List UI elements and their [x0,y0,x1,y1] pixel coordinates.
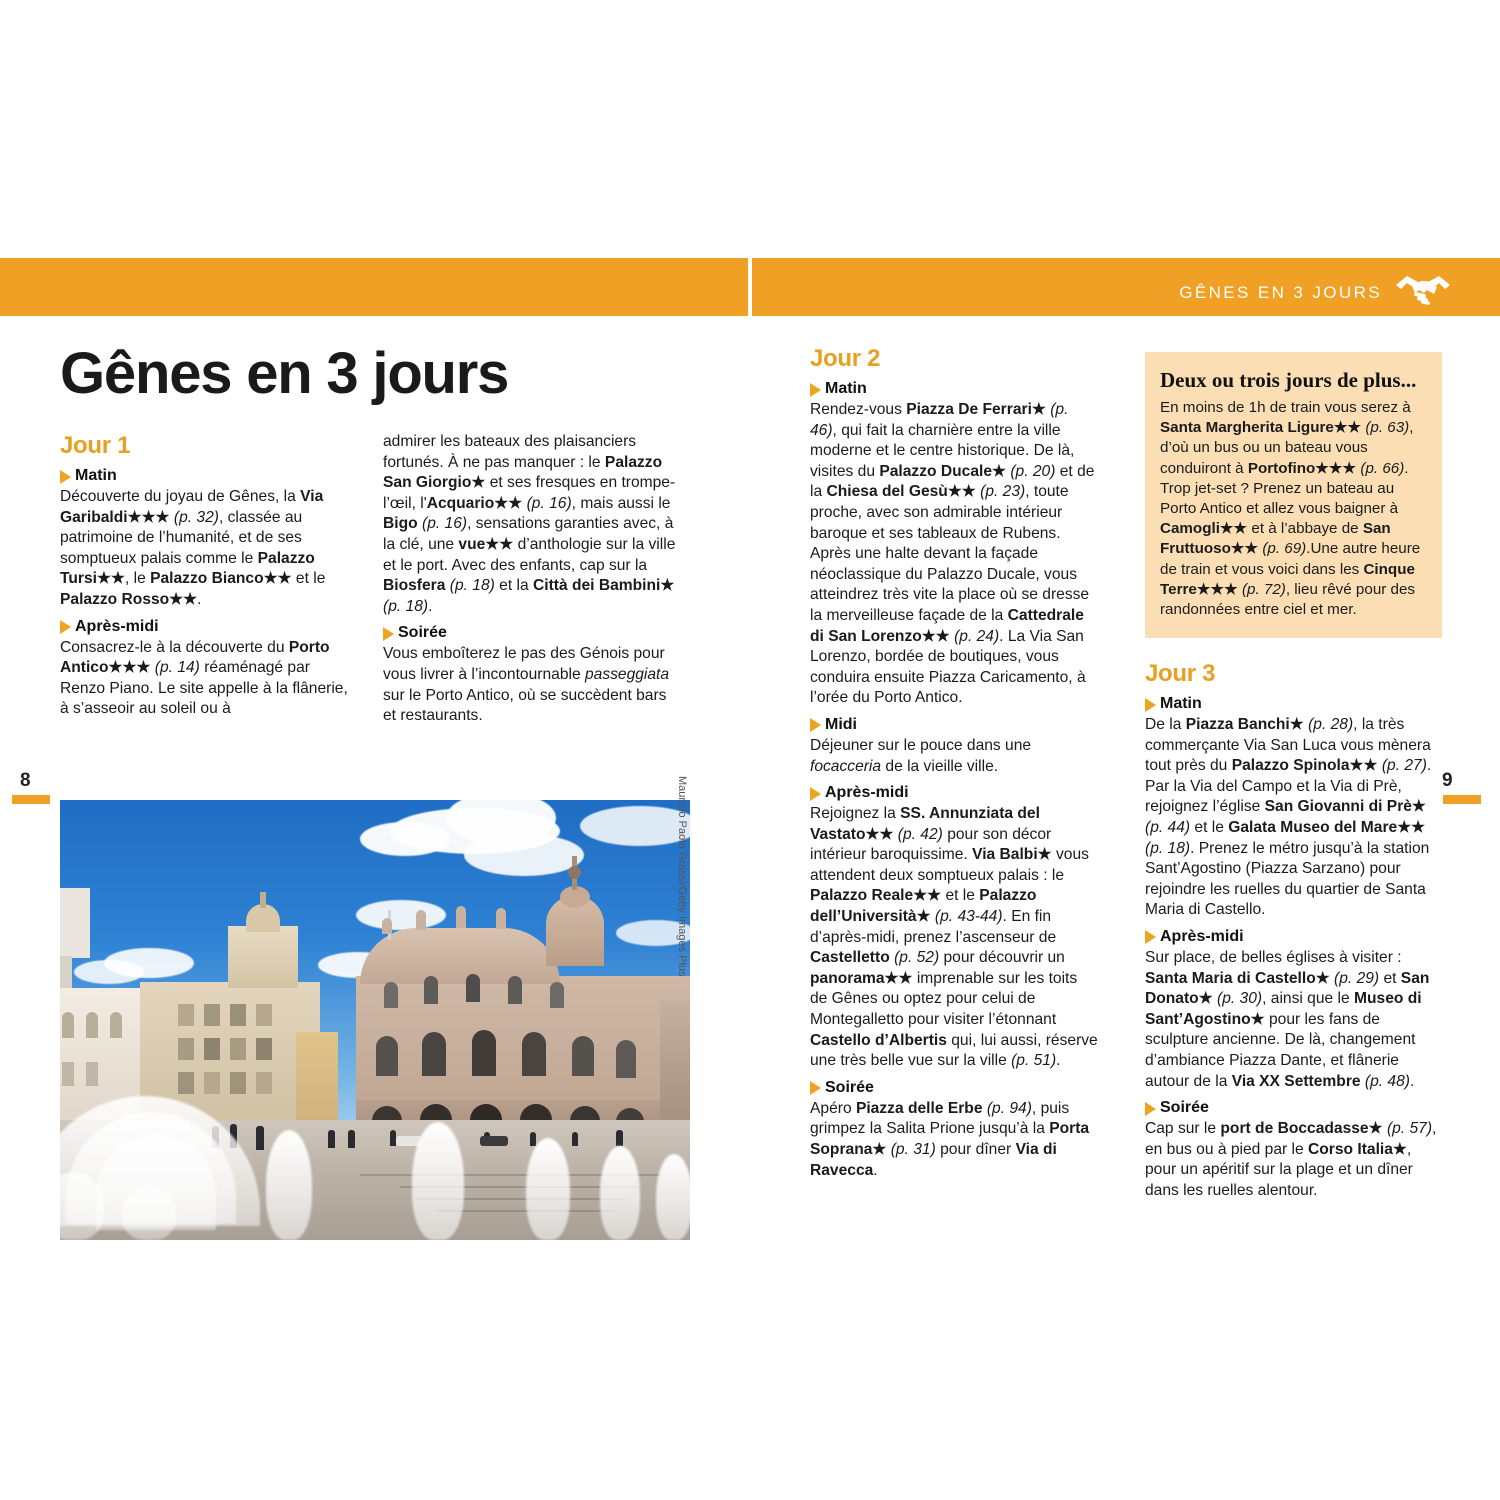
cloud [360,822,450,856]
page-title: Gênes en 3 jours [60,341,509,406]
pedestrian [328,1130,335,1148]
folio-left: 8 [20,770,31,791]
fountain-jet [656,1154,690,1240]
section-label: Après-midi [1160,927,1244,945]
window [204,1072,220,1094]
section-heading-apresmidi-3 [1145,926,1440,947]
paragraph-jour1-apresmidi: Consacrez-le à la découverte du Porto Antico★★★ (p. 14) réaménagé par Renzo Piano. Le site appelle à la flânerie, à s’asseoir au soleil ou à [60,638,348,718]
cloud [464,834,584,876]
section-label: Après-midi [75,617,159,635]
paragraph-jour3-soiree: Cap sur le port de Boccadasse★ (p. 57), en bus ou à pied par le Corso Italia★, pour un apéritif sur la plage et un dîner dans les ruelles alentour. [1145,1120,1437,1199]
window [230,1072,246,1094]
paragraph-jour3-matin: De la Piazza Banchi★ (p. 28), la très commerçante Via San Luca vous mènera tout près du Palazzo Spinola★★ (p. 27). Par la Via del Campo et la Via di Prè, rejoignez l’église San Giovanni di Prè★ (p. 44) et le Galata Museo del Mare★★ (p. 18). Prenez le métro jusqu’à la station Sant’Agostino (Piazza Sarzano) pour rejoindre les ruelles du quartier de Santa Maria di Castello. [1145,716,1432,919]
infobox-paragraph: En moins de 1h de train vous serez à Santa Margherita Ligure★★ (p. 63), d’où un bus ou un bateau vous conduiront à Portofino★★★ (p. 66). Trop jet-set ? Prenez un bateau au Porto Antico et allez vous baigner à Camogli★★ et à l’abbaye de San Fruttuoso★★ (p. 69).Une autre heure de train et vous voici dans les Cinque Terre★★★ (p. 72), lieu rêvé pour des randonnées entre ciel et mer. [1160,399,1421,619]
window [204,1038,220,1060]
arched-window [422,1032,446,1076]
window [178,1038,194,1060]
window [550,982,564,1008]
triangle-bullet-icon [810,718,821,732]
window [62,1012,74,1038]
arched-window [376,1036,398,1076]
fountain-jet [600,1146,640,1240]
triangle-bullet-icon [1145,930,1156,944]
arched-window [522,1032,546,1076]
pedestrian [572,1132,578,1146]
section-heading-matin-1 [60,465,350,486]
building-middle-upper [228,926,298,988]
section-heading-apresmidi-1 [60,616,350,637]
triangle-bullet-icon [1145,698,1156,712]
triangle-bullet-icon [383,627,394,641]
window [230,1004,246,1026]
column-jour2 [810,345,1098,1181]
statue [416,910,426,930]
statue [382,918,392,934]
pedestrian [530,1132,536,1146]
triangle-bullet-icon [60,470,71,484]
triangle-bullet-icon [810,383,821,397]
section-label: Midi [825,715,857,733]
section-heading-midi-2 [810,714,1098,735]
arched-window [572,1036,594,1076]
day-title-2: Jour 2 [810,345,881,372]
handshake-icon [1394,272,1452,306]
paragraph-jour1-continuation: admirer les bateaux des plaisanciers fortunés. À ne pas manquer : le Palazzo San Giorgio★ et ses fresques en trompe-l’œil, l'Acquario★★ (p. 16), mais aussi le Bigo (p. 16), sensations garanties avec, à la clé, une vue★★ d’anthologie sur la ville et le port. Avec des enfants, cap sur la Biosfera (p. 18) et la Città dei Bambini★ (p. 18). [383,433,676,615]
column-jour3 [1145,660,1440,1201]
window [256,1038,272,1060]
photo-piazza-de-ferrari [60,800,690,1240]
parked-car [480,1136,508,1146]
paragraph-jour2-soiree: Apéro Piazza delle Erbe (p. 94), puis grimpez la Salita Prione jusqu’à la Porta Soprana★ (p. 31) pour dîner Via di Ravecca. [810,1099,1090,1179]
fountain-jet [412,1122,464,1240]
window [62,1062,74,1086]
pedestrian [256,1126,264,1150]
building-left-tower [60,888,90,958]
paragraph-jour1-soiree: Vous emboîterez le pas des Génois pour vous livrer à l’incontournable passeggiata sur le Porto Antico, où se succèdent bars et restaurants. [383,645,670,725]
section-label: Soirée [825,1078,874,1096]
window [256,1004,272,1026]
section-heading-apresmidi-2 [810,782,1098,803]
section-label: Matin [825,380,867,397]
section-heading-soiree-1 [383,622,683,643]
cloud [580,806,690,846]
day-title-1: Jour 1 [60,432,131,459]
window [204,1004,220,1026]
infobox-title: Deux ou trois jours de plus... [1160,368,1417,392]
triangle-bullet-icon [810,1081,821,1095]
fountain-jet [266,1130,312,1240]
paragraph-jour1-matin: Découverte du joyau de Gênes, la Via Garibaldi★★★ (p. 32), classée au patrimoine de l’humanité, et de ses somptueux palais comme le Palazzo Tursi★★, le Palazzo Bianco★★ et le Palazzo Rosso★★. [60,488,326,608]
column-jour1 [60,432,350,720]
pedestrian [616,1130,623,1146]
dome-middle [246,904,280,932]
window [256,1072,272,1094]
spire-ball [568,866,581,879]
statue [496,908,506,929]
photo-credit: Maurizio Paolo Grassi/Getty Images Plus [676,776,688,977]
section-heading-matin-3 [1145,693,1440,714]
window [178,1004,194,1026]
triangle-bullet-icon [60,620,71,634]
folio-left-rule [12,795,50,804]
section-label: Soirée [398,624,447,642]
cloud [74,960,144,984]
statue [456,906,466,928]
sidebar-infobox [1145,352,1442,638]
running-header-title: GÊNES EN 3 JOURS [1179,283,1382,302]
window [230,1038,246,1060]
fountain-jet [122,1186,176,1240]
section-label: Matin [75,467,117,484]
arched-window [616,1040,636,1078]
window [508,976,522,1004]
section-label: Soirée [1160,1099,1209,1117]
day-title-3: Jour 3 [1145,660,1216,687]
arched-window [472,1030,496,1076]
window [466,974,480,1002]
window [384,982,398,1008]
window [178,1072,194,1094]
paragraph-jour2-apresmidi: Rejoignez la SS. Annunziata del Vastato★★ (p. 42) pour son décor intérieur baroquissime. Via Balbi★ vous attendent deux somptueux palais : le Palazzo Reale★★ et le Palazzo dell’Università★ (p. 43-44). En fin d’après-midi, prenez l’ascenseur de Castelletto (p. 52) pour découvrir un panorama★★ imprenable sur les toits de Gênes ou optez pour celui de Montegalletto pour visiter l’étonnant Castello d’Albertis qui, lui aussi, réserve une très belle vue sur la ville (p. 51). [810,805,1098,1070]
pedestrian [348,1130,355,1148]
paragraph-jour3-apresmidi: Sur place, de belles églises à visiter : Santa Maria di Castello★ (p. 29) et San Donato★ (p. 30), ainsi que le Museo di Sant’Agostino★ pour les fans de sculpture ancienne. De là, changement d’ambiance Piazza Dante, et flânerie autour de la Via XX Settembre (p. 48). [1145,948,1430,1090]
section-heading-soiree-3 [1145,1097,1440,1118]
paragraph-jour2-matin: Rendez-vous Piazza De Ferrari★ (p. 46), qui fait la charnière entre la ville moderne et le centre historique. De là, visites du Palazzo Ducale★ (p. 20) et de la Chiesa del Gesù★★ (p. 23), toute proche, avec son admirable intérieur baroque et ses tableaux de Rubens. Après une halte devant la façade néoclassique du Palazzo Ducale, vous atteindrez très vite la place où se dresse la merveilleuse façade de la Cattedrale di San Lorenzo★★ (p. 24). La Via San Lorenzo, bordée de boutiques, vous conduira ensuite Piazza Caricamento, à l’orée du Porto Antico. [810,401,1095,707]
cloud [356,900,446,930]
spire [260,892,266,908]
column-jour1-continued [383,432,683,727]
folio-right: 9 [1442,770,1453,791]
window [110,1012,122,1038]
building-left-edge [60,956,72,992]
window [86,1062,98,1086]
window [86,1012,98,1038]
triangle-bullet-icon [810,787,821,801]
triangle-bullet-icon [1145,1102,1156,1116]
folio-right-rule [1443,795,1481,804]
section-label: Après-midi [825,784,909,802]
section-heading-soiree-2 [810,1077,1098,1098]
fountain-jet [526,1138,570,1240]
section-heading-matin-2 [810,378,1098,399]
header-band-gutter [748,258,752,316]
window [424,976,438,1004]
paragraph-jour2-midi: Déjeuner sur le pouce dans une focacceria de la vieille ville. [810,736,1032,775]
section-label: Matin [1160,695,1202,712]
